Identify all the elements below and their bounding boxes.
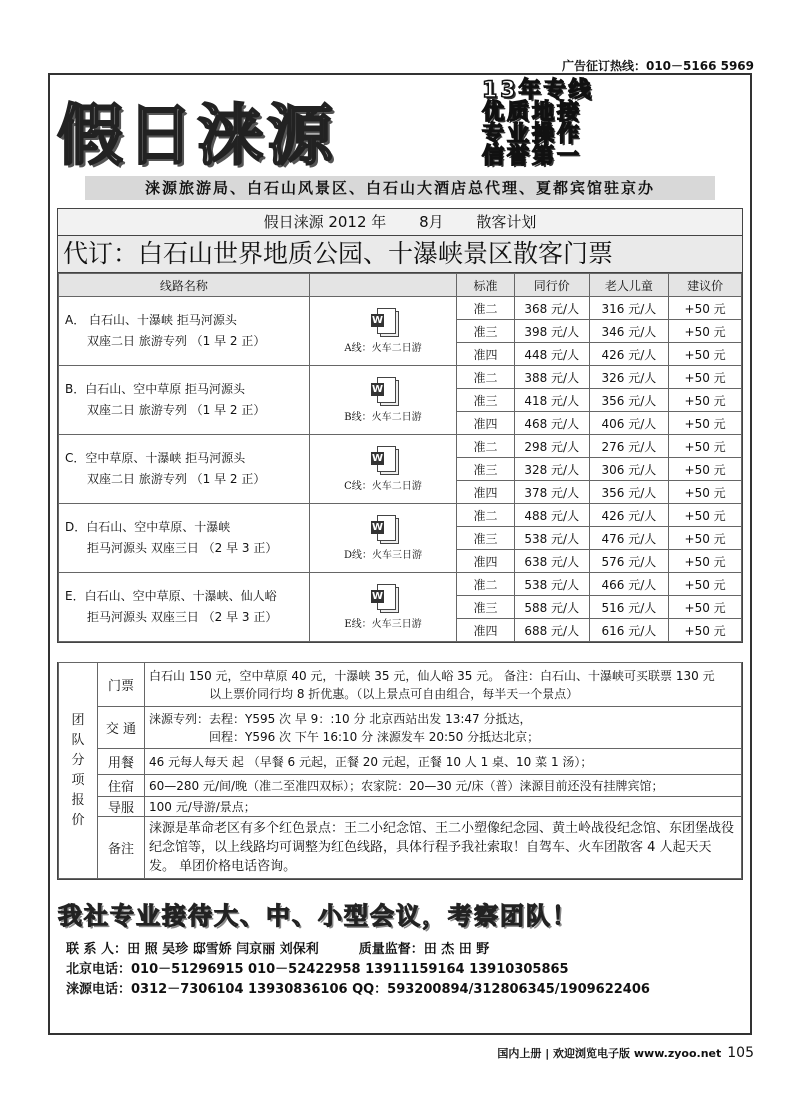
route-name-line1: C．空中草原、十瀑峡 拒马河源头 [65,451,246,465]
route-standard: 准三 [457,320,515,343]
route-peer-price: 378 元/人 [514,481,589,504]
header-suggest-price: 建议价 [669,274,742,297]
tickets-label: 门票 [98,663,145,707]
group-row-note [59,817,742,879]
laiyuan-label: 涞源电话： [66,982,132,997]
traffic-line: 回程：Y596 次 下午 16:10 分 涞源发车 20:50 分抵达北京； [209,729,540,744]
contacts-block [66,940,746,1000]
route-peer-price: 468 元/人 [514,412,589,435]
route-peer-price: 538 元/人 [514,573,589,596]
route-suggest-price: +50 元 [669,596,742,619]
beijing-label: 北京电话： [66,962,132,977]
route-standard: 准四 [457,481,515,504]
route-standard: 准二 [457,366,515,389]
route-peer-price: 398 元/人 [514,320,589,343]
routes-table [58,273,742,642]
route-name [59,366,310,435]
route-price-row [59,366,742,389]
route-standard: 准三 [457,458,515,481]
note-text: 涞源是革命老区有多个红色景点：王二小纪念馆、王二小塑像纪念园、黄土岭战役纪念馆、东团堡战役纪念馆等，以上线路均可调整为红色线路，具体行程予我社索取！自驾车、火车团散客 4 人起天天发。 单团价格电话咨询。 [145,817,742,879]
routes-header-row [59,274,742,297]
route-suggest-price: +50 元 [669,458,742,481]
plan-year: 假日涞源 2012 年 [263,213,387,231]
route-suggest-price: +50 元 [669,389,742,412]
slogan-line: 13年专线 [482,78,594,103]
group-quote-table [58,662,742,879]
route-price-row [59,435,742,458]
route-name-line1: D．白石山、空中草原、十瀑峡 [65,520,231,534]
route-standard: 准二 [457,573,515,596]
route-suggest-price: +50 元 [669,435,742,458]
group-row-guide [59,797,742,817]
route-name-line2: 双座二日 旅游专列 （1 早 2 正） [87,472,266,486]
route-peer-price: 418 元/人 [514,389,589,412]
group-side-text: 团 队 分 项 报 价 [71,712,85,828]
route-name-line1: B．白石山、空中草原 拒马河源头 [65,382,246,396]
route-peer-price: 328 元/人 [514,458,589,481]
route-peer-price: 298 元/人 [514,435,589,458]
route-senior-price: 466 元/人 [589,573,669,596]
people-names: 田 照 吴珍 邸雪娇 闫京丽 刘保利 [127,942,319,957]
route-doc-label: A线：火车二日游 [344,343,422,354]
page-number: 105 [727,1045,754,1061]
route-name-line2: 拒马河源头 双座三日 （2 早 3 正） [87,541,278,555]
word-document-icon[interactable]: W [371,446,395,474]
tickets-text [145,663,742,707]
contact-people-row [66,940,746,960]
route-suggest-price: +50 元 [669,320,742,343]
route-standard: 准二 [457,435,515,458]
route-peer-price: 538 元/人 [514,527,589,550]
route-senior-price: 516 元/人 [589,596,669,619]
route-suggest-price: +50 元 [669,297,742,320]
route-doc-label: C线：火车二日游 [344,481,422,492]
header-doc [309,274,456,297]
route-senior-price: 316 元/人 [589,297,669,320]
word-document-icon[interactable]: W [371,377,395,405]
route-peer-price: 368 元/人 [514,297,589,320]
beijing-phones: 010－51296915 010－52422958 13911159164 13910305865 [131,962,569,977]
header-standard: 标准 [457,274,515,297]
route-standard: 准四 [457,412,515,435]
traffic-label: 交 通 [98,707,145,749]
route-suggest-price: +50 元 [669,550,742,573]
route-name [59,573,310,642]
route-senior-price: 306 元/人 [589,458,669,481]
route-standard: 准三 [457,389,515,412]
route-suggest-price: +50 元 [669,366,742,389]
route-peer-price: 488 元/人 [514,504,589,527]
route-standard: 准二 [457,504,515,527]
beijing-phone-row [66,960,746,980]
laiyuan-phones: 0312－7306104 13930836106 QQ：593200894/312806345/1909622406 [131,982,650,997]
route-senior-price: 476 元/人 [589,527,669,550]
route-peer-price: 688 元/人 [514,619,589,642]
brand-slogans [482,80,747,168]
route-senior-price: 326 元/人 [589,366,669,389]
ad-hotline: 广告征订热线：010－5166 5969 [561,59,754,73]
route-peer-price: 388 元/人 [514,366,589,389]
slogan-line: 专业操作 [482,122,583,147]
header-peer-price: 同行价 [514,274,589,297]
laiyuan-phone-row [66,980,746,1000]
route-name [59,297,310,366]
route-standard: 准四 [457,343,515,366]
route-name-line2: 双座二日 旅游专列 （1 早 2 正） [87,403,266,417]
meal-label: 用餐 [98,749,145,775]
stay-text: 60—280 元/间/晚（准二至准四双标）；农家院：20—30 元/床（普）涞源目前还没有挂牌宾馆； [145,775,742,797]
route-senior-price: 356 元/人 [589,481,669,504]
route-price-row [59,504,742,527]
brand-header [57,80,745,172]
group-row-stay [59,775,742,797]
route-name [59,435,310,504]
route-senior-price: 426 元/人 [589,343,669,366]
route-standard: 准二 [457,297,515,320]
route-suggest-price: +50 元 [669,412,742,435]
quality-supervisor: 质量监督：田 杰 田 野 [358,942,490,957]
plan-type: 散客计划 [476,213,537,231]
header-route: 线路名称 [59,274,310,297]
route-price-row [59,573,742,596]
route-peer-price: 448 元/人 [514,343,589,366]
plan-month: 8月 [419,213,444,231]
service-banner: 我社专业接待大、中、小型会议，考察团队！ [58,902,578,930]
header-senior-price: 老人儿童 [589,274,669,297]
route-name-line1: E．白石山、空中草原、十瀑峡、仙人峪 [65,589,277,603]
note-label: 备注 [98,817,145,879]
route-peer-price: 588 元/人 [514,596,589,619]
group-row-tickets [59,663,742,707]
route-doc-label: B线：火车二日游 [344,412,422,423]
route-doc-cell[interactable] [309,297,456,366]
route-standard: 准四 [457,550,515,573]
meal-text: 46 元每人每天 起 （早餐 6 元起，正餐 20 元起，正餐 10 人 1 桌、10 菜 1 汤）； [145,749,742,775]
route-name-line1: A． 白石山、十瀑峡 拒马河源头 [65,313,237,327]
tickets-line: 白石山 150 元，空中草原 40 元，十瀑峡 35 元，仙人峪 35 元。 备注：白石山、十瀑峡可买联票 130 元 [149,668,715,683]
people-label: 联 系 人： [66,942,128,957]
traffic-text [145,707,742,749]
word-document-icon[interactable]: W [371,515,395,543]
route-senior-price: 276 元/人 [589,435,669,458]
route-senior-price: 616 元/人 [589,619,669,642]
route-doc-cell[interactable] [309,366,456,435]
brand-name: 假日涞源 [57,97,337,174]
guide-text: 100 元/导游/景点； [145,797,742,817]
route-senior-price: 356 元/人 [589,389,669,412]
group-row-traffic [59,707,742,749]
route-doc-cell[interactable] [309,504,456,573]
route-senior-price: 406 元/人 [589,412,669,435]
slogan-line: 信誉第一 [482,144,583,169]
plan-title [58,209,742,236]
route-doc-label: D线：火车三日游 [343,550,422,561]
route-senior-price: 426 元/人 [589,504,669,527]
word-document-icon[interactable]: W [371,308,395,336]
route-senior-price: 576 元/人 [589,550,669,573]
route-suggest-price: +50 元 [669,573,742,596]
tickets-line: 以上票价同行均 8 折优惠。（以上景点可自由组合，每半天一个景点） [209,686,579,701]
tour-plan-table [57,208,743,643]
agency-bar: 涞源旅游局、白石山风景区、白石山大酒店总代理、夏都宾馆驻京办 [85,176,715,200]
group-quote-section [57,662,743,880]
traffic-line: 涞源专列：去程：Y595 次 早 9：:10 分 北京西站出发 13:47 分抵达， [149,711,532,726]
route-suggest-price: +50 元 [669,527,742,550]
route-name-line2: 双座二日 旅游专列 （1 早 2 正） [87,334,266,348]
route-doc-label: E线：火车三日游 [344,619,422,630]
group-side-label [59,663,98,879]
route-suggest-price: +50 元 [669,619,742,642]
route-standard: 准三 [457,596,515,619]
route-standard: 准四 [457,619,515,642]
route-senior-price: 346 元/人 [589,320,669,343]
page-footer [497,1045,754,1061]
proxy-booking-title: 代订：白石山世界地质公园、十瀑峡景区散客门票 [58,236,742,273]
route-name-line2: 拒马河源头 双座三日 （2 早 3 正） [87,610,278,624]
route-suggest-price: +50 元 [669,481,742,504]
route-doc-cell[interactable] [309,435,456,504]
route-peer-price: 638 元/人 [514,550,589,573]
guide-label: 导服 [98,797,145,817]
route-standard: 准三 [457,527,515,550]
slogan-line: 优质地接 [482,100,583,125]
word-document-icon[interactable]: W [371,584,395,612]
route-name [59,504,310,573]
route-doc-cell[interactable] [309,573,456,642]
route-suggest-price: +50 元 [669,343,742,366]
stay-label: 住宿 [98,775,145,797]
route-price-row [59,297,742,320]
group-row-meal [59,749,742,775]
route-suggest-price: +50 元 [669,504,742,527]
footer-text: 国内上册 | 欢迎浏览电子版 www.zyoo.net [497,1047,722,1060]
